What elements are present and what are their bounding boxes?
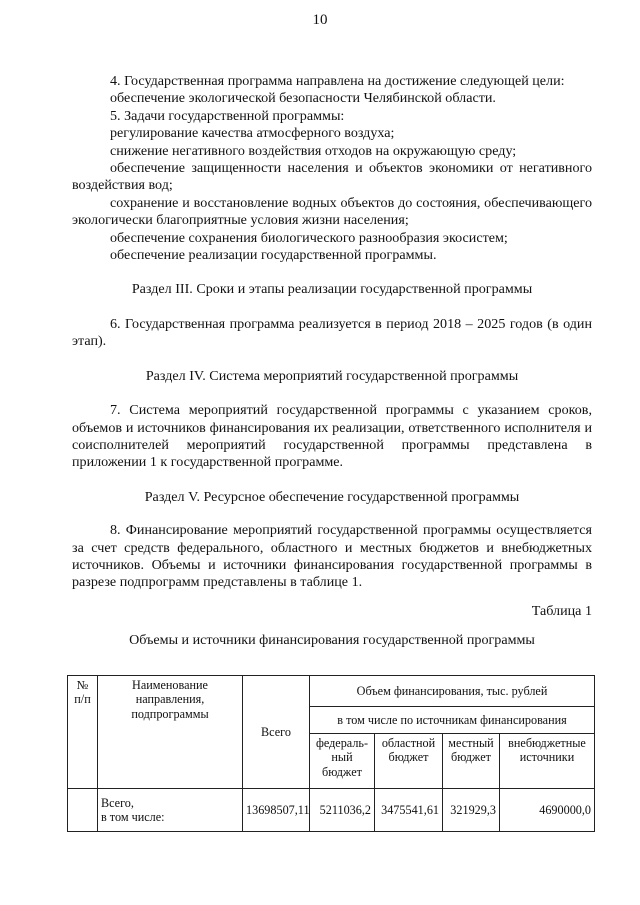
paragraph-measures: 7. Система мероприятий государственной программы с указанием сроков, объемов и источников финансирования их реализации, ответственного исполнителя и соисполнителей мероприятий государственной программы представлена в приложении 1 к государственной программе. <box>72 402 592 471</box>
table-number: Таблица 1 <box>531 602 592 619</box>
cell-local: 321929,3 <box>443 789 500 832</box>
section-heading-3: Раздел III. Сроки и этапы реализации государственной программы <box>131 281 533 298</box>
table-title: Объемы и источники финансирования государственной программы <box>129 632 535 649</box>
task-item: регулирование качества атмосферного воздуха; <box>110 125 395 142</box>
header-extra: внебюджетные источники <box>500 734 595 789</box>
section-heading-4: Раздел IV. Система мероприятий государственной программы <box>145 367 519 384</box>
header-federal: федераль-ный бюджет <box>310 734 375 789</box>
task-item: сохранение и восстановление водных объектов до состояния, обеспечивающего экологически благоприятные условия жизни населения; <box>72 194 592 229</box>
header-total: Всего <box>243 676 310 789</box>
paragraph-period: 6. Государственная программа реализуется в период 2018 – 2025 годов (в один этап). <box>72 315 592 350</box>
task-item: обеспечение реализации государственной программы. <box>110 247 437 264</box>
task-item: снижение негативного воздействия отходов на окружающую среду; <box>110 142 517 159</box>
table-header-row <box>68 676 595 707</box>
goal-text: обеспечение экологической безопасности Челябинской области. <box>110 90 496 107</box>
cell-num <box>68 789 98 832</box>
cell-extra: 4690000,0 <box>500 789 595 832</box>
section-heading-5: Раздел V. Ресурсное обеспечение государственной программы <box>144 488 520 505</box>
cell-name-line: Всего, <box>101 795 134 810</box>
header-regional: областной бюджет <box>375 734 443 789</box>
paragraph-tasks: 5. Задачи государственной программы: <box>110 107 345 124</box>
financing-table <box>67 675 595 832</box>
paragraph-goal: 4. Государственная программа направлена на достижение следующей цели: <box>110 73 565 89</box>
cell-federal: 5211036,2 <box>310 789 375 832</box>
cell-name-line: в том числе: <box>101 810 165 824</box>
header-local: местный бюджет <box>443 734 500 789</box>
header-name: Наименование направления, подпрограммы <box>98 676 243 789</box>
header-volume: Объем финансирования, тыс. рублей <box>310 676 595 707</box>
header-num: № п/п <box>68 676 98 789</box>
paragraph-financing: 8. Финансирование мероприятий государственной программы осуществляется за счет средств федерального, областного и местных бюджетов и внебюджетных источников. Объемы и источники финансирования государственной программы в разрезе подпрограмм представлены в таблице 1. <box>72 522 592 591</box>
cell-total: 13698507,11 <box>243 789 310 832</box>
document-body <box>72 73 592 650</box>
cell-regional: 3475541,61 <box>375 789 443 832</box>
table-row <box>68 789 595 832</box>
task-item: обеспечение сохранения биологического разнообразия экосистем; <box>110 229 508 246</box>
task-item: обеспечение защищенности населения и объектов экономики от негативного воздействия вод; <box>72 160 592 194</box>
cell-name <box>98 789 243 832</box>
header-by-source: в том числе по источникам финансирования <box>310 707 595 734</box>
page-number: 10 <box>312 12 328 28</box>
